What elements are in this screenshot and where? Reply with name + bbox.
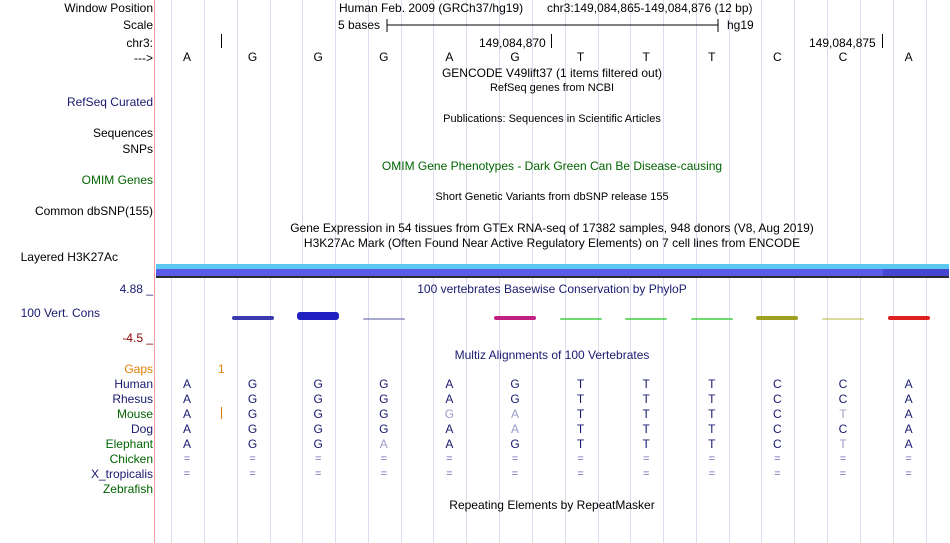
aligned-base: G [379,422,389,436]
aligned-base: = [839,468,847,480]
aligned-base: G [444,407,455,421]
phylop-base-mark [560,318,602,320]
aligned-base: A [904,407,913,421]
aligned-base: T [642,422,650,436]
aligned-base: T [576,407,585,421]
aligned-base: = [642,453,650,465]
base-letter: C [838,50,848,64]
species-label[interactable]: Human [114,377,153,391]
base-letter: C [773,50,782,64]
cons-max-label: 4.88 _ [119,282,153,296]
aligned-base: T [839,437,847,451]
aligned-base: T [839,407,847,421]
repeatmasker-track-title[interactable]: Repeating Elements by RepeatMasker [449,498,655,512]
aligned-base: C [773,377,782,391]
aligned-base: A [182,437,191,451]
scale-db: hg19 [727,18,754,32]
aligned-base: T [708,437,716,451]
base-letter: G [510,50,520,64]
aligned-base: A [445,422,454,436]
base-letter: G [313,50,323,64]
track-separator [156,276,949,278]
aligned-base: T [642,437,650,451]
aligned-base: = [511,468,519,480]
aligned-base: C [773,407,782,421]
aligned-base: = [511,453,519,465]
label-divider [154,0,155,543]
base-letter: A [904,50,913,64]
cons-track-label[interactable]: 100 Vert. Cons [20,306,100,320]
phylop-base-mark [756,316,798,320]
base-letter: T [708,50,716,64]
base-letter: A [445,50,454,64]
dbsnp-track-label[interactable]: Common dbSNP(155) [34,204,153,218]
scale-label: Scale [122,18,153,32]
aligned-base: G [510,377,520,391]
aligned-base: G [247,407,258,421]
aligned-base: A [182,422,191,436]
aligned-base: T [642,407,650,421]
aligned-base: = [314,453,322,465]
aligned-base: A [904,437,913,451]
aligned-base: T [642,392,650,406]
aligned-base: = [183,453,191,465]
refseq-track-title[interactable]: RefSeq genes from NCBI [489,82,615,94]
aligned-base: = [708,453,716,465]
aligned-base: G [247,437,258,451]
aligned-base: A [904,392,913,406]
snps-track-label[interactable]: SNPs [122,142,153,156]
aligned-base: = [446,453,453,465]
base-letter: T [576,50,585,64]
aligned-base: = [183,468,191,480]
coord-label-2: 149,084,875 [809,36,876,50]
base-letter: G [247,50,258,64]
coord-tick [221,34,222,48]
aligned-base: = [839,453,847,465]
aligned-base: G [313,437,323,451]
gap-count: 1 [218,362,225,376]
aligned-base: A [510,407,519,421]
aligned-base: C [773,422,782,436]
phylop-base-mark [232,316,274,320]
aligned-base: T [642,377,650,391]
phylop-track-title[interactable]: 100 vertebrates Basewise Conservation by PhyloP [417,282,687,296]
aligned-base: = [249,468,256,480]
aligned-base: A [904,377,913,391]
phylop-base-mark [297,312,339,320]
publications-track-title[interactable]: Publications: Sequences in Scientific Articles [443,113,661,125]
h3k27ac-signal-bottom [156,269,883,276]
phylop-base-mark [888,316,930,320]
omim-track-title[interactable]: OMIM Gene Phenotypes - Dark Green Can Be Disease-causing [381,159,723,173]
position-readout: chr3:149,084,865-149,084,876 (12 bp) [547,1,753,15]
h3k27ac-signal-bottom [883,269,949,276]
phylop-base-mark [822,318,864,320]
aligned-base: T [576,437,585,451]
aligned-base: G [313,392,323,406]
insertion-marker [221,407,222,419]
gaps-label: Gaps [124,362,153,376]
chrom-label: chr3: [126,36,153,50]
aligned-base: G [247,422,258,436]
aligned-base: = [708,468,716,480]
species-label[interactable]: Dog [130,422,153,436]
aligned-base: G [510,392,520,406]
aligned-base: C [838,392,848,406]
phylop-base-mark [625,318,667,320]
coord-tick [882,34,883,48]
aligned-base: G [510,437,520,451]
aligned-base: A [445,377,454,391]
aligned-base: = [642,468,650,480]
aligned-base: A [510,422,519,436]
species-label[interactable]: Chicken [109,452,153,466]
aligned-base: = [577,468,584,480]
aligned-base: = [446,468,453,480]
aligned-base: A [445,392,454,406]
aligned-base: T [576,377,585,391]
assembly-title: Human Feb. 2009 (GRCh37/hg19) [339,1,524,15]
aligned-base: G [379,407,389,421]
aligned-base: G [247,377,258,391]
species-label[interactable]: Mouse [116,407,153,421]
species-label[interactable]: Elephant [105,437,153,451]
aligned-base: = [380,453,388,465]
aligned-base: C [773,437,782,451]
aligned-base: C [773,392,782,406]
aligned-base: T [708,377,716,391]
scale-bases: 5 bases [338,18,381,32]
coord-tick [551,34,552,48]
aligned-base: = [905,468,912,480]
aligned-base: T [708,392,716,406]
aligned-base: G [379,377,389,391]
aligned-base: G [379,392,389,406]
gencode-track-title[interactable]: GENCODE V49lift37 (1 items filtered out) [441,66,663,80]
h3k27ac-track-title[interactable]: H3K27Ac Mark (Often Found Near Active Regulatory Elements) on 7 cell lines from ENCODE [303,236,801,250]
aligned-base: A [379,437,388,451]
cons-min-label: -4.5 _ [122,331,153,345]
aligned-base: G [313,422,323,436]
aligned-base: G [313,407,323,421]
aligned-base: = [774,453,781,465]
dbsnp-track-title[interactable]: Short Genetic Variants from dbSNP release 155 [435,191,669,203]
aligned-base: = [314,468,322,480]
aligned-base: G [247,392,258,406]
coord-label-1: 149,084,870 [479,36,546,50]
gtex-track-title[interactable]: Gene Expression in 54 tissues from GTEx RNA-seq of 17382 samples, 948 donors (V8, Aug 2019) [290,221,814,235]
base-letter: T [642,50,650,64]
omim-track-label[interactable]: OMIM Genes [81,173,153,187]
window-position-label: Window Position [64,1,153,15]
species-label[interactable]: Rhesus [112,392,153,406]
aligned-base: A [182,407,191,421]
aligned-base: G [313,377,323,391]
aligned-base: A [182,392,191,406]
aligned-base: T [576,422,585,436]
base-letter: G [379,50,389,64]
phylop-base-mark [363,318,405,320]
aligned-base: A [904,422,913,436]
aligned-base: T [708,407,716,421]
aligned-base: = [249,453,256,465]
species-label[interactable]: X_tropicalis [90,467,153,481]
aligned-base: C [838,422,848,436]
refseq-track-label[interactable]: RefSeq Curated [66,95,153,109]
base-letter: A [182,50,191,64]
aligned-base: = [905,453,912,465]
aligned-base: T [576,392,585,406]
aligned-base: T [708,422,716,436]
aligned-base: = [577,453,584,465]
species-label[interactable]: Zebrafish [102,482,153,496]
strand-label: ---> [134,51,153,65]
h3k27ac-track-label[interactable]: Layered H3K27Ac [20,250,118,264]
multiz-track-title[interactable]: Multiz Alignments of 100 Vertebrates [454,348,650,362]
sequences-track-label[interactable]: Sequences [92,126,153,140]
aligned-base: = [774,468,781,480]
phylop-base-mark [494,316,536,320]
phylop-base-mark [691,318,733,320]
aligned-base: A [445,437,454,451]
aligned-base: = [380,468,388,480]
aligned-base: A [182,377,191,391]
aligned-base: C [838,377,848,391]
scale-bar [386,17,720,35]
